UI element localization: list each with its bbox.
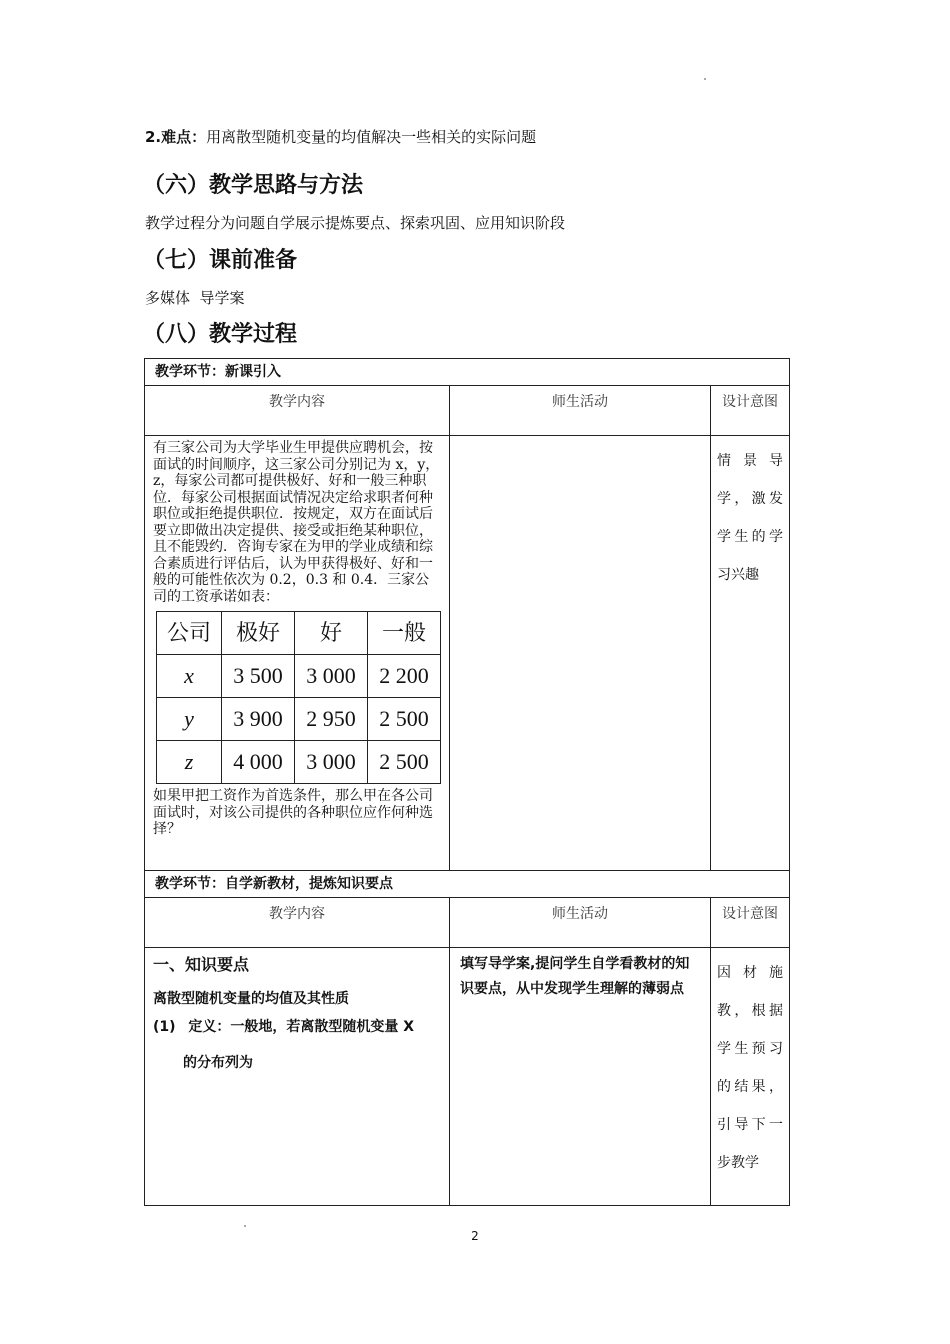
knowledge-points-subtitle: 离散型随机变量的均值及其性质 <box>153 991 349 1007</box>
stage2-activity: 填写导学案,提问学生自学看教材的知识要点，从中发现学生理解的薄弱点 <box>450 948 711 1206</box>
stage2-title: 教学环节：自学新教材，提炼知识要点 <box>145 871 790 898</box>
col-content-header: 教学内容 <box>145 386 450 436</box>
salary-cell: 3 900 <box>222 698 295 741</box>
stage1-problem: 有三家公司为大学毕业生甲提供应聘机会，按面试的时间顺序，这三家公司分别记为 x，y，z，每家公司都可提供极好、好和一般三种职位．每家公司根据面试情况决定给求职者何种职位或拒绝提供职位．按规定，双方在面试后要立即做出决定提供、接受或拒绝某种职位，且不能毁约．咨询专家在为甲的学业成绩和综合素质进行评估后，认为甲获得极好、好和一般的可能性依次为 0.2，0.3 和 0.4．三家公司的工资承诺如表： <box>153 440 440 605</box>
col-content-header: 教学内容 <box>145 898 450 948</box>
salary-cell: 3 000 <box>295 655 368 698</box>
knowledge-points-title: 一、知识要点 <box>153 955 250 974</box>
difficulty-label: 2.难点： <box>145 128 207 146</box>
col-activity-header: 师生活动 <box>450 386 711 436</box>
definition-number: (1) <box>153 1019 176 1035</box>
stage1-design: 情景导学，激发学生的学习兴趣 <box>711 436 790 871</box>
salary-header: 极好 <box>222 612 295 655</box>
salary-header: 公司 <box>157 612 222 655</box>
section8-title: （八）教学过程 <box>143 322 298 347</box>
salary-header: 好 <box>295 612 368 655</box>
section7-title: （七）课前准备 <box>143 248 298 273</box>
stage2-design: 因材施教，根据学生预习的结果，引导下一步教学 <box>711 948 790 1206</box>
salary-cell: 3 000 <box>295 741 368 784</box>
salary-cell: 2 200 <box>368 655 441 698</box>
col-design-header: 设计意图 <box>711 386 790 436</box>
salary-cell: 2 950 <box>295 698 368 741</box>
section6-title: （六）教学思路与方法 <box>143 173 364 198</box>
definition-text-2: 的分布列为 <box>183 1055 253 1071</box>
col-design-header: 设计意图 <box>711 898 790 948</box>
bottom-dot <box>244 1225 246 1227</box>
stage1-title: 教学环节：新课引入 <box>145 359 790 386</box>
salary-company: z <box>157 741 222 784</box>
salary-cell: 4 000 <box>222 741 295 784</box>
col-activity-header: 师生活动 <box>450 898 711 948</box>
definition-text: 定义：一般地，若离散型随机变量 X <box>188 1019 415 1035</box>
stage1-activity <box>450 436 711 871</box>
definition-line <box>153 1017 441 1037</box>
difficulty-line <box>145 127 536 147</box>
section6-text: 教学过程分为问题自学展示提炼要点、探索巩固、应用知识阶段 <box>145 214 566 232</box>
salary-cell: 3 500 <box>222 655 295 698</box>
salary-header: 一般 <box>368 612 441 655</box>
section7-text: 多媒体 导学案 <box>145 289 245 307</box>
teaching-process-table <box>144 358 790 1206</box>
stage1-content <box>145 436 450 871</box>
page-number: 2 <box>471 1229 479 1243</box>
salary-company: x <box>157 655 222 698</box>
corner-dot <box>704 78 706 80</box>
salary-company: y <box>157 698 222 741</box>
salary-table <box>156 611 441 784</box>
difficulty-text: 用离散型随机变量的均值解决一些相关的实际问题 <box>206 128 537 146</box>
stage1-question: 如果甲把工资作为首选条件，那么甲在各公司面试时，对该公司提供的各种职位应作何种选择？ <box>153 788 433 837</box>
salary-cell: 2 500 <box>368 741 441 784</box>
stage2-content <box>145 948 450 1206</box>
salary-cell: 2 500 <box>368 698 441 741</box>
